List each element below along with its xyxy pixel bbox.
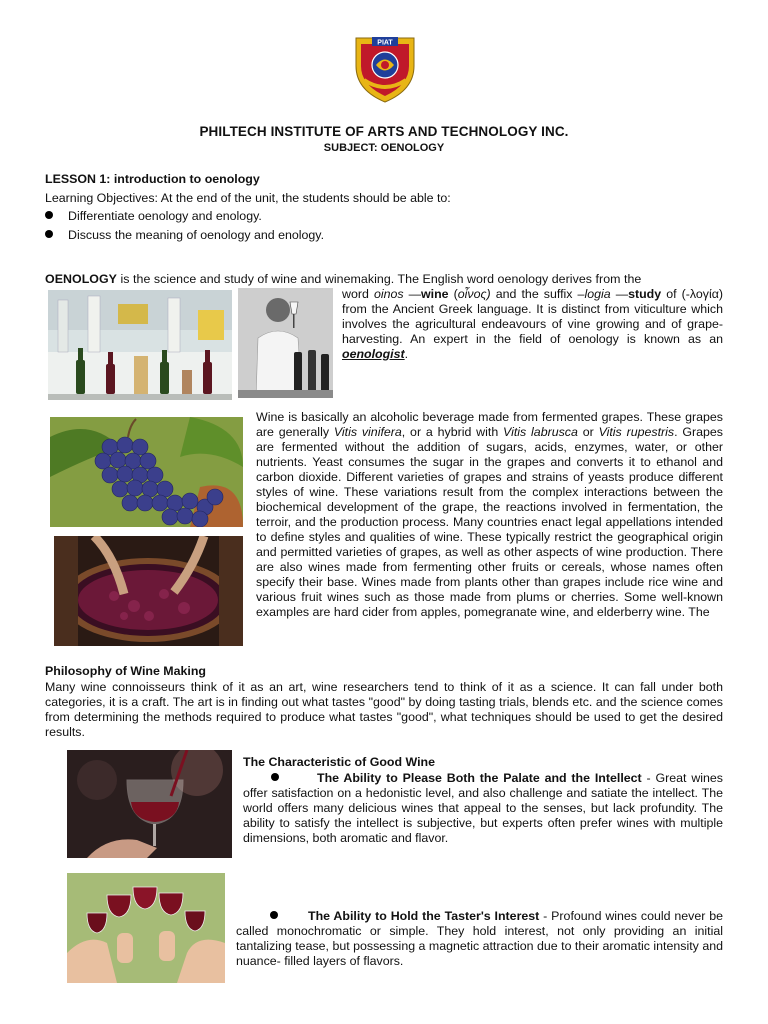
vitis-rupestris-term: Vitis rupestris [598,425,675,439]
oenology-text: — [610,287,629,301]
oenology-text: of (-λογία) from the Ancient Greek language. It is distinct from viticulture which involves the agricultural endeavours of vine growing and of grape-harvesting. An expert in the field of oenology is known as an [342,287,723,346]
wine-paragraph [256,410,723,620]
wine-text: or [577,425,599,439]
oenology-term: OENOLOGY [45,272,117,286]
lesson-heading: LESSON 1: introduction to oenology [45,172,260,186]
objective-text: Differentiate oenology and enology. [68,209,262,223]
greek-term: οἶνος) [457,287,491,301]
oenology-text: — [403,287,422,301]
wine-term: wine [421,287,449,301]
oenologist-term: oenologist [342,347,405,361]
wine-text: . Grapes are fermented without the addition of sugars, acids, enzymes, water, or other nutrients. Yeast consumes the sugar in the grapes and converts it to ethanol and carbon dioxide. Different varieties of grapes and strains of yeasts produce different styles of wine. These variations result from the complex interactions between the biochemical development of the grape, the reactions involved in fermentation, the terroir, and the production process. Many countries enact legal appellations intended to define styles and qualities of wine. These typically restrict the geographical origin and permitted varieties of grapes, as well as other aspects of wine production. There are also wines made from fermenting other fruits or cereals, whose names often specify their base. Wines made from plants other than grapes include rice wine and various fruit wines such as those made from plums or cherries. Some well-known examples are hard cider from apples, pomegranate wine, and elderberry wine. The [256,425,723,619]
wine-glass-pour-photo [67,750,232,858]
characteristics-heading: The Characteristic of Good Wine [243,755,435,769]
logia-term: logia [584,287,611,301]
vitis-vinifera-term: Vitis vinifera [333,425,402,439]
objective-item [45,228,324,243]
oenology-text: . [404,347,409,361]
wine-text: , or a hybrid with [401,425,504,439]
oenologist-holding-glass-photo [238,288,333,398]
oenology-line-text: is the science and study of wine and winemaking. The English word oenology derives from the [117,272,642,286]
friends-toasting-photo [67,873,225,983]
study-term: study [628,287,662,301]
characteristic-item-interest [236,909,723,969]
oenology-first-line [45,272,723,287]
objective-text: Discuss the meaning of oenology and enology. [68,228,325,242]
characteristic-body: - Great wines offer satisfaction on a hedonistic level, and also challenge and satiate the intellect. The world offers many delicious wines that appeal to the senses, but lack profundity. The ability to satisfy the intellect is subjective, but experts often prefer wines with multiple dimensions, both aromatic and flavor. [243,771,723,845]
characteristic-body: - Profound wines could never be called monochromatic or simple. They hold interest, not only providing an initial tantalizing tease, but possessing a magnetic attraction due to their aromatic intensity and nuance- filled layers of flavors. [236,909,723,968]
oenology-text: ( [448,287,458,301]
school-crest-icon [350,32,420,106]
characteristic-title: The Ability to Please Both the Palate and the Intellect [317,771,642,785]
oenology-paragraph [342,287,723,362]
grape-crushing-barrel-photo [54,536,243,646]
oinos-term: oinos [373,287,404,301]
objectives-intro: Learning Objectives: At the end of the unit, the students should be able to: [45,191,451,205]
laboratory-bottles-photo [48,290,232,400]
characteristic-title: The Ability to Hold the Taster's Interest [308,909,540,923]
oenology-text: word [342,287,374,301]
wine-text: Wine is basically an alcoholic beverage made from fermented grapes. These grapes are generally [256,410,723,439]
bullet-icon [271,773,279,781]
characteristic-item-palate [243,771,723,846]
philosophy-heading: Philosophy of Wine Making [45,664,206,678]
bullet-icon [45,211,53,219]
bullet-icon [270,911,278,919]
crest-banner-text: PIAT [377,39,393,47]
oenology-text: and the suffix – [490,287,585,301]
document-title: PHILTECH INSTITUTE OF ARTS AND TECHNOLOGY INC. [199,124,569,139]
bullet-icon [45,230,53,238]
grape-cluster-photo [50,417,243,527]
objective-item [45,209,262,224]
document-subject: SUBJECT: OENOLOGY [323,142,445,154]
vitis-labrusca-term: Vitis labrusca [503,425,578,439]
philosophy-paragraph: Many wine connoisseurs think of it as an art, wine researchers tend to think of it as a science. It can fall under both categories, it is a craft. The art is in finding out what tastes "good" by doing tasting trials, blends etc. and the science comes from determining the methods required to produce what tastes "good", what techniques should be used to get the desired results. [45,680,723,739]
